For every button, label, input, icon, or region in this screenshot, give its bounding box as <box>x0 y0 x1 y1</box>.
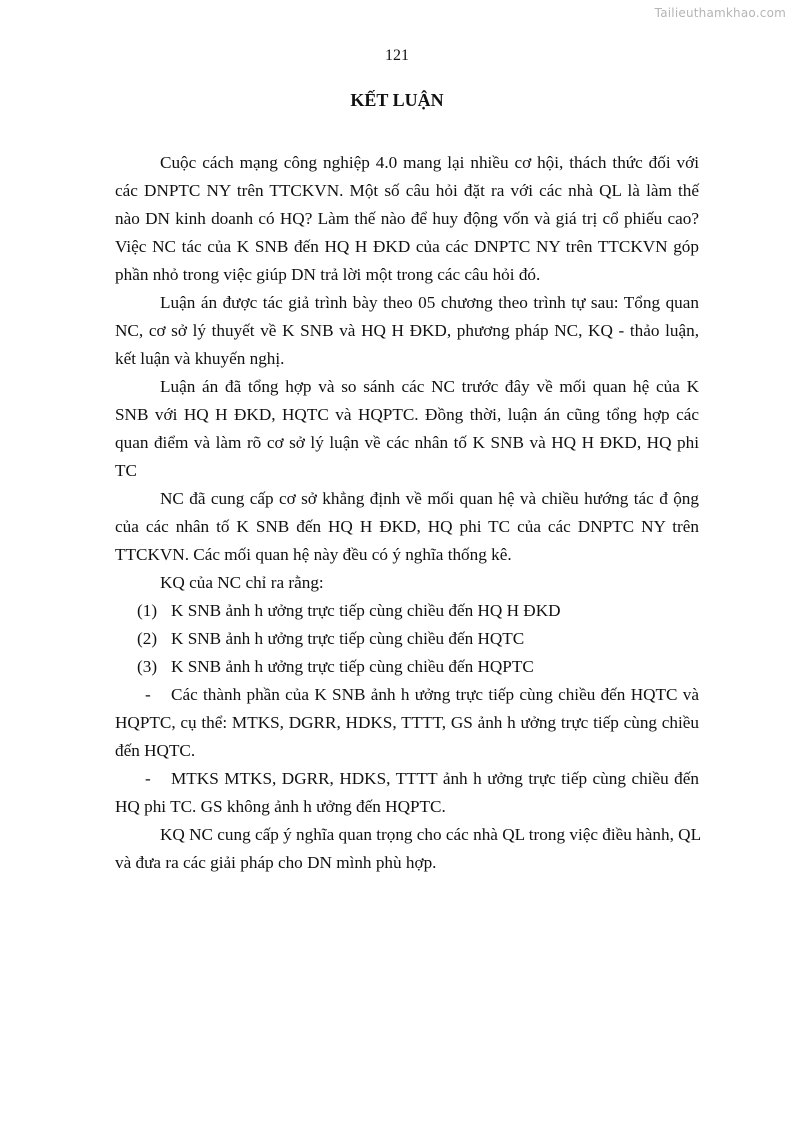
text-line: phần nhỏ trong việc giúp DN trả lời một trong các câu hỏi đó. <box>115 265 541 284</box>
dash-item-2 <box>115 765 699 821</box>
dash-item-1 <box>115 681 699 765</box>
text-line: SNB với HQ H ĐKD, HQTC và HQPTC. Đồng thời, luận án cũng tổng hợp các <box>115 405 699 424</box>
text-line: HQ phi TC. GS không ảnh h ưởng đến HQPTC. <box>115 797 446 816</box>
text-line: HQPTC, cụ thể: MTKS, DGRR, HDKS, TTTT, GS ảnh h ưởng trực tiếp cùng chiều <box>115 713 699 732</box>
paragraph-1 <box>115 149 699 289</box>
numbered-list <box>115 597 699 681</box>
text-line: đến HQTC. <box>115 741 196 760</box>
text-line: kết luận và khuyến nghị. <box>115 349 285 368</box>
text-line: quan điểm và làm rõ cơ sở lý luận về các nhân tố K SNB và HQ H ĐKD, HQ phi <box>115 433 699 452</box>
paragraph-5: KQ của NC chỉ ra rằng: <box>160 573 324 592</box>
text-line: NC đã cung cấp cơ sở khẳng định về mối quan hệ và chiều hướng tác đ ộng <box>160 489 699 508</box>
text-line: TC <box>115 461 137 480</box>
dash-text: Các thành phần của K SNB ảnh h ưởng trực tiếp cùng chiều đến HQTC và <box>171 685 699 704</box>
dash-bullet: - <box>145 769 151 788</box>
document-body <box>115 149 702 877</box>
list-number: (3) <box>137 657 158 676</box>
text-line <box>115 681 699 709</box>
list-text: K SNB ảnh h ưởng trực tiếp cùng chiều đến HQPTC <box>171 657 534 676</box>
text-line: nào DN kinh doanh có HQ? Làm thế nào để huy động vốn và giá trị cổ phiếu cao? <box>115 209 699 228</box>
paragraph-2 <box>115 289 699 373</box>
list-text: K SNB ảnh h ưởng trực tiếp cùng chiều đến HQ H ĐKD <box>171 601 561 620</box>
paragraph-3 <box>115 373 699 485</box>
text-line: Việc NC tác của K SNB đến HQ H ĐKD của các DNPTC NY trên TTCKVN góp <box>115 237 699 256</box>
text-line: NC, cơ sở lý thuyết về K SNB và HQ H ĐKD, phương pháp NC, KQ - thảo luận, <box>115 321 699 340</box>
dash-text: MTKS MTKS, DGRR, HDKS, TTTT ảnh h ưởng trực tiếp cùng chiều đến <box>171 769 699 788</box>
watermark: Tailieuthamkhao.com <box>654 6 786 20</box>
text-line: KQ NC cung cấp ý nghĩa quan trọng cho các nhà QL trong việc điều hành, QL <box>160 825 702 844</box>
text-line: và đưa ra các giải pháp cho DN mình phù hợp. <box>115 853 437 872</box>
text-line: Luận án được tác giả trình bày theo 05 chương theo trình tự sau: Tổng quan <box>160 293 699 312</box>
text-line: của các nhân tố K SNB đến HQ H ĐKD, HQ phi TC của các DNPTC NY trên <box>115 517 699 536</box>
list-number: (2) <box>137 629 158 648</box>
list-item <box>115 625 699 653</box>
text-line: Luận án đã tổng hợp và so sánh các NC trước đây về mối quan hệ của K <box>160 377 699 396</box>
section-title: KẾT LUẬN <box>350 90 444 110</box>
dash-bullet: - <box>145 685 151 704</box>
list-number: (1) <box>137 601 158 620</box>
list-item <box>115 597 699 625</box>
text-line: Cuộc cách mạng công nghiệp 4.0 mang lại nhiều cơ hội, thách thức đối với <box>160 153 699 172</box>
text-line <box>115 765 699 793</box>
text-line: TTCKVN. Các mối quan hệ này đều có ý nghĩa thống kê. <box>115 545 512 564</box>
paragraph-6 <box>115 821 702 877</box>
paragraph-4 <box>115 485 699 569</box>
list-text: K SNB ảnh h ưởng trực tiếp cùng chiều đến HQTC <box>171 629 525 648</box>
text-line: các DNPTC NY trên TTCKVN. Một số câu hỏi đặt ra với các nhà QL là làm thế <box>115 181 699 200</box>
page-number: 121 <box>385 47 409 64</box>
list-item <box>115 653 699 681</box>
